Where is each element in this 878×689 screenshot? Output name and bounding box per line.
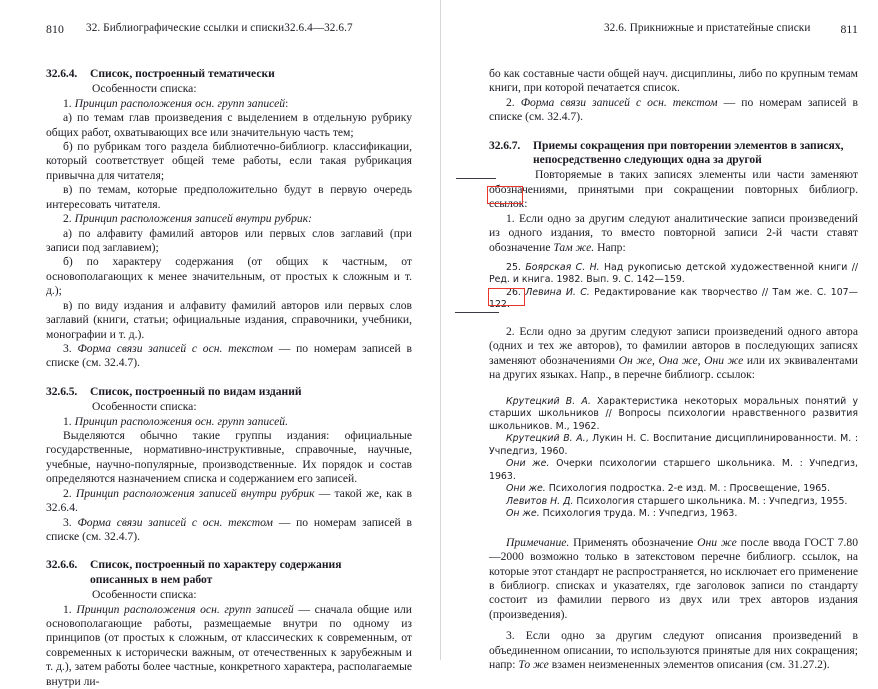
biblio-entry: Они же. Очерки психологии старшего школьника. М. : Учпедгиз, 1963. [489, 458, 858, 482]
running-head-right [489, 22, 858, 37]
paragraph: 3. Форма связи записей с осн. текстом — по номерам записей в списке (см. 32.4.7). [46, 341, 413, 370]
section-lead: Особенности списка: [92, 82, 197, 96]
section-title [90, 558, 412, 587]
running-head-left [46, 22, 412, 37]
running-title-right: 32.6. Прикнижные и пристатейные списки [603, 22, 811, 34]
paragraph: а) по темам глав произведения с выделением в отдельную рубрику общих работ, охватывающих все или значительную часть тем; [46, 111, 412, 139]
spacer [489, 521, 858, 536]
section-number: 32.6.7. [489, 138, 521, 152]
paragraph-item-3: 3. Если одно за другим следуют описания произведений в объединенном описании, то используются принятые для них сокращения; напр: То же взамен неизмененных элементов описания (см. 31.27.2). [489, 629, 858, 672]
section-heading-32-6-4 [46, 67, 412, 81]
paragraph: Выделяются обычно такие группы издания: официальные государственные, нормативно-инструктивные, справочные, научные, учебные, научно-популярные, производственные. Их порядок и состав определяются назначением списка и содержанием его записей. [46, 429, 412, 486]
section-title-line1: Список, построенный по характеру содержания [90, 558, 342, 572]
section-title-line1: Приемы сокращения при повторении элементов в записях, [533, 138, 844, 152]
biblio-entry: Крутецкий В. А., Лукин Н. С. Воспитание дисциплинированности. М. : Учпедгиз, 1960. [489, 433, 858, 457]
section-title [533, 139, 858, 168]
paragraph: в) по темам, которые предположительно будут в первую очередь интересовать читателя. [46, 183, 412, 211]
paragraph: 2. Форма связи записей с осн. текстом — по номерам записей в списке (см. 32.4.7). [489, 95, 858, 124]
biblio-entry: Они же. Психология подростка. 2-е изд. М. : Просвещение, 1965. [506, 483, 831, 495]
page-right [440, 0, 878, 672]
paragraph: 1. Принцип расположения осн. групп записей — сначала общие или основополагающие работы, размещаемые внутри по одному из принципов (от простых к сложным, от классических к современным, от современных к исторически важным, от отечественных к зарубежным и т. д.), затем работы более частные, конкретного характера, располагаемые внутри ли- [46, 602, 413, 688]
section-title: Список, построенный по видам изданий [90, 384, 302, 398]
paragraph: 2. Принцип расположения записей внутри рубрик: [63, 212, 313, 226]
section-number: 32.6.4. [46, 67, 78, 80]
spacer [489, 383, 858, 396]
paragraph: 2. Принцип расположения записей внутри рубрик — такой же, как в 32.6.4. [46, 486, 412, 515]
biblio-entry: Левитов Н. Д. Психология старшего школьника. М. : Учпедгиз, 1955. [506, 495, 848, 507]
section-heading-32-6-5 [46, 385, 412, 399]
section-heading-32-6-6 [46, 558, 412, 587]
section-lead: Особенности списка: [92, 588, 197, 602]
paragraph: 1. Принцип расположения осн. групп записей. [63, 414, 289, 428]
paragraph-item-2: 2. Если одно за другим следуют записи произведений одного автора (одних и тех же авторов), то фамилии авторов в последующих записях заменяют обозначениями Он же, Она же, Они же или их эквивалентами на других языках. Напр., в перечне библиогр. ссылок: [489, 324, 858, 382]
biblio-entry: 26. Левина И. С. Редактирование как творчество // Там же. С. 107—122. [489, 286, 858, 311]
spacer [489, 312, 858, 325]
paragraph: в) по виду издания и алфавиту фамилий авторов или первых слов заглавий (книги, статьи; официальные издания, справочники, учебники, монографии и т. д.). [46, 298, 412, 341]
paragraph: 3. Форма связи записей с осн. текстом — по номерам записей в списке (см. 32.4.7). [46, 515, 413, 543]
section-number: 32.6.5. [46, 384, 78, 398]
paragraph: б) по характеру содержания (от общих к частным, от основополагающих к менее значительным, от простых к сложным и т. д.); [46, 255, 412, 298]
paragraph: 1. Принцип расположения осн. групп записей: [63, 96, 289, 110]
spacer [489, 255, 858, 262]
section-heading-32-6-7 [489, 139, 858, 168]
section-lead: Повторяемые в таких записях элементы или части заменяют обозначениями, принятыми при сокращении повторных библиогр. ссылок: [489, 168, 858, 211]
biblio-entry: 25. Боярская С. Н. Над рукописью детской художественной книги // Ред. и книга. 1982. Вып. 9. С. 142—159. [489, 261, 859, 286]
section-lead: Особенности списка: [92, 400, 197, 414]
paragraph: б) по рубрикам того раздела библиотечно-библиогр. классификации, который соответствует общей теме работы, если такая рубрикация привычна для читателя; [46, 140, 412, 182]
biblio-entry: Он же. Психология труда. М. : Учпедгиз, 1963. [506, 508, 738, 520]
paragraph: а) по алфавиту фамилий авторов или первых слов заглавий (при записи под заглавием); [46, 226, 412, 255]
biblio-entry: Крутецкий В. А. Характеристика некоторых моральных понятий у старших школьников // Вопросы психологии нравственного развития школьников. М., 1962. [489, 395, 858, 432]
folio-left: 810 [46, 22, 64, 36]
carryover-paragraph: бо как составные части общей науч. дисциплины, либо по крупным темам книги, при которой печатается список. [489, 67, 858, 95]
section-title: Список, построенный тематически [90, 67, 275, 80]
section-title-line2: непосредственно следующих одна за другой [533, 153, 762, 167]
section-number: 32.6.6. [46, 558, 78, 572]
note-label: Примечание. [506, 535, 570, 549]
paragraph-item-1: 1. Если одно за другим следуют аналитические записи произведений из одного издания, то вместо повторной записи 2-й части ставят обозначение Там же. Напр: [489, 211, 858, 254]
running-title-left: 32. Библиографические ссылки и списки [86, 22, 285, 34]
note-paragraph: Примечание. Применять обозначение Они же после ввода ГОСТ 7.80—2000 возможно только в затекстовом перечне библиогр. ссылок, на которые этот стандарт не распространяется, но исключает его применение в библиогр. списках и указателях, где заголовок записи по стандарту состоит из фамилии первого из двух или трех авторов издания (произведения). [489, 535, 858, 621]
section-title-line2: описанных в нем работ [90, 572, 213, 586]
running-range-left: 32.6.4—32.6.7 [284, 22, 353, 34]
spacer [489, 622, 858, 629]
folio-right: 811 [840, 22, 858, 36]
